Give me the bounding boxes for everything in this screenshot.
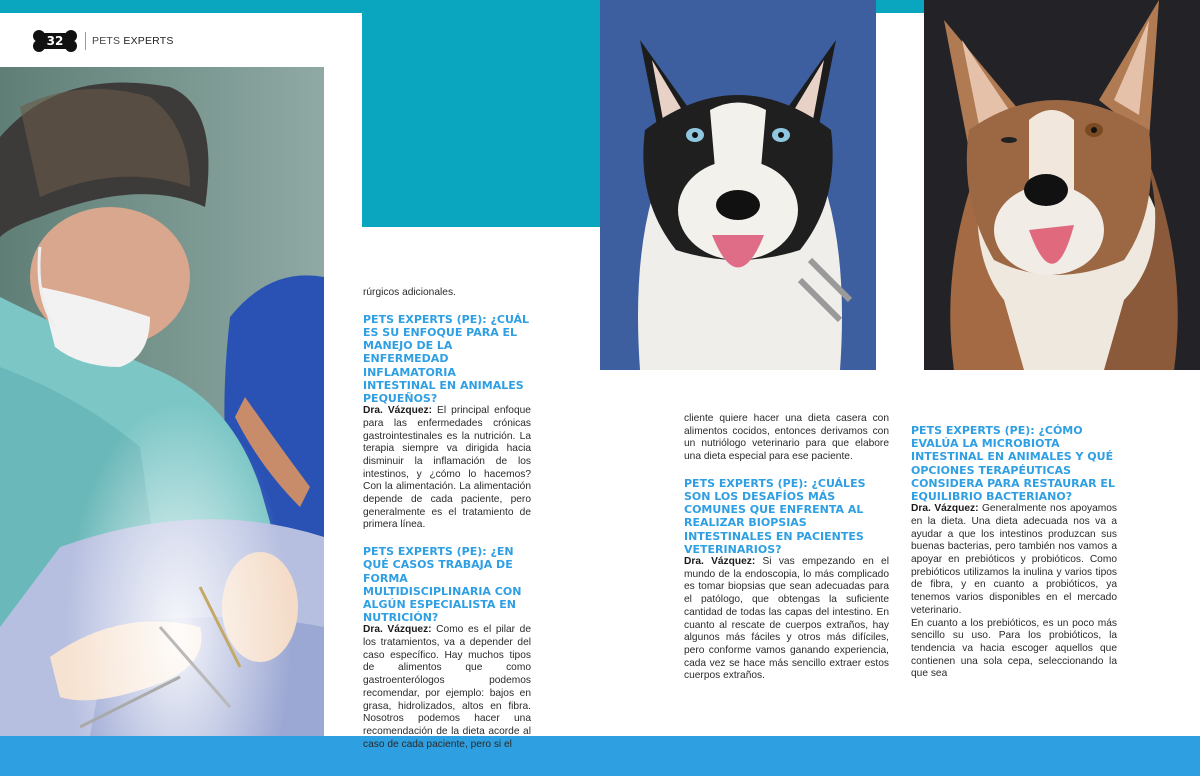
question-4: PETS EXPERTS (PE): ¿CÓMO EVALÚA LA MICROBIOTA INTESTINAL EN ANIMALES Y QUÉ OPCIONES TERAPÉUTICAS CONSIDERA PARA RESTAURAR EL EQUILIBRIO BACTERIANO? xyxy=(911,424,1115,504)
husky-photo xyxy=(600,0,876,370)
column1-intro: rúrgicos adicionales. xyxy=(363,287,456,298)
brand-word-1: PETS xyxy=(92,35,121,47)
question-1: PETS EXPERTS (PE): ¿CUÁL ES SU ENFOQUE PARA EL MANEJO DE LA ENFERMEDAD INFLAMATORIA INTESTINAL EN ANIMALES PEQUEÑOS? xyxy=(363,312,530,405)
answer-2 xyxy=(363,624,531,751)
column2-intro: cliente quiere hacer una dieta casera con alimentos cocidos, entonces derivamos con un nutriólogo veterinario para que elabore una dieta especial para ese paciente. xyxy=(684,413,889,463)
text-column-3 xyxy=(911,424,1117,681)
header-divider xyxy=(85,32,86,50)
brand-word-2: EXPERTS xyxy=(123,35,174,47)
page-number: 32 xyxy=(46,34,64,48)
surgery-photo xyxy=(0,67,324,736)
answer-2-text: Como es el pilar de los tratamientos, va a depender del caso específico. Hay muchos tipos de alimentos que como gastroenterólogos podemos recomendar, por ejemplo: bajos en grasa, hidrolizados, altos en fibra. Nosotros podemos hacer una recomendación de la dieta acorde al caso de cada paciente, pero si el xyxy=(363,624,531,750)
answer-4-speaker: Dra. Vázquez: xyxy=(911,503,979,515)
answer-1-text: El principal enfoque para las enfermedades crónicas gastrointestinales es la nutrición. La terapia siempre va dirigida hacia disminuir la inflamación de los intestinos, y ¿cómo lo hacemos? Con la alimentación. La alimentación depende de cada paciente, pero generalmente es el tratamiento de primera línea. xyxy=(363,405,531,531)
answer-2-speaker: Dra. Vázquez: xyxy=(363,624,432,636)
bottom-color-band xyxy=(0,736,1200,776)
answer-3-speaker: Dra. Vázquez: xyxy=(684,556,756,568)
answer-4-text: Generalmente nos apoyamos en la dieta. Una dieta adecuada nos va a ayudar a que los intestinos produzcan sus buenas bacterias, pero también nos vamos a apoyar en prebióticos y probióticos. Como prebióticos utilizamos la inulina y varios tipos de fibra, y en cuanto a probióticos, ya tenemos varios disponibles en el mercado veterinario. xyxy=(911,503,1117,616)
answer-1-speaker: Dra. Vázquez: xyxy=(363,405,433,417)
puppy-photo xyxy=(924,0,1200,370)
question-2: PETS EXPERTS (PE): ¿EN QUÉ CASOS TRABAJA DE FORMA MULTIDISCIPLINARIA CON ALGÚN ESPECIALISTA EN NUTRICIÓN? xyxy=(363,545,522,625)
question-3: PETS EXPERTS (PE): ¿CUÁLES SON LOS DESAFÍOS MÁS COMUNES QUE ENFRENTA AL REALIZAR BIOPSIAS INTESTINALES EN PACIENTES VETERINARIOS? xyxy=(684,476,866,556)
answer-4 xyxy=(911,503,1117,617)
page-number-badge xyxy=(33,30,77,52)
magazine-brand xyxy=(92,35,174,47)
answer-4-continued: En cuanto a los prebióticos, es un poco más sencillo su uso. Para los probióticos, la tendencia va hacia escoger aquellos que contienen una sola cepa, seleccionando la que sea xyxy=(911,617,1117,680)
teal-decor-block xyxy=(362,13,600,227)
answer-3 xyxy=(684,556,889,683)
text-column-2 xyxy=(684,413,889,683)
text-column-1 xyxy=(363,287,531,751)
answer-1 xyxy=(363,405,531,532)
answer-3-text: Si vas empezando en el mundo de la endoscopia, lo más complicado es tomar biopsias que sean adecuadas para el patólogo, que obtengas la suficiente cantidad de todas las capas del intestino. En cuanto al rescate de cuerpos extraños, hay algunos más fáciles y otros más difíciles, pero conforme vamos ganando experiencia, cada vez se hace más sencillo extraer estos cuerpos extraños. xyxy=(684,556,889,682)
